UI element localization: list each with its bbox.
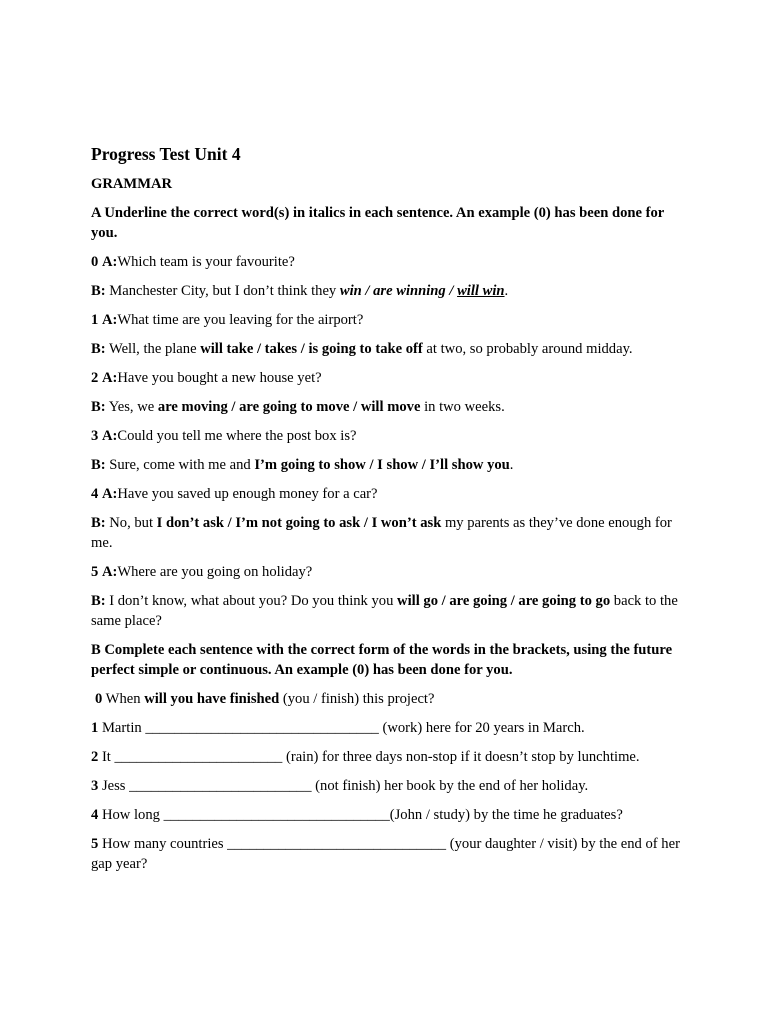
speaker-label: B:: [91, 457, 106, 473]
speaker-label: B:: [91, 341, 106, 357]
exercise-b-item: [91, 776, 683, 796]
answer-text-before: Well, the plane: [105, 341, 201, 357]
sentence-text-before: When: [102, 691, 145, 707]
answer-text-before: I don’t know, what about you? Do you think you: [105, 593, 398, 609]
item-number: 1: [91, 720, 99, 736]
answer-options: will take / takes / is going to take off: [200, 341, 423, 357]
gap-fill-sentence: How many countries ______________________________ (your daughter / visit) by the end of her gap year?: [91, 836, 680, 872]
speaker-label: B:: [91, 283, 106, 299]
speaker-label: A:: [101, 370, 118, 386]
section-heading: GRAMMAR: [91, 176, 173, 192]
example-answer: will you have finished: [144, 691, 280, 707]
exercise-a-question: [91, 484, 683, 504]
speaker-label: B:: [91, 515, 106, 531]
item-number: 3: [91, 778, 99, 794]
speaker-label: B:: [91, 399, 106, 415]
exercise-a-question: [91, 368, 683, 388]
sentence-text-after: (you / finish) this project?: [279, 691, 435, 707]
item-number: 5: [91, 836, 99, 852]
answer-text-before: No, but: [105, 515, 157, 531]
speaker-label: A:: [101, 312, 118, 328]
answer-text-after: back to the same place?: [91, 593, 678, 629]
question-text: Which team is your favourite?: [117, 254, 295, 270]
exercise-b-item: [91, 805, 683, 825]
exercise-a-question: [91, 252, 683, 272]
item-number: 4: [91, 486, 99, 502]
answer-text-before: Yes, we: [105, 399, 158, 415]
question-text: Could you tell me where the post box is?: [117, 428, 357, 444]
gap-fill-sentence: Jess _________________________ (not finish) her book by the end of her holiday.: [98, 778, 589, 794]
gap-fill-sentence: How long _______________________________(John / study) by the time he graduates?: [98, 807, 623, 823]
item-number: 0: [95, 691, 103, 707]
exercise-b-item: [91, 834, 683, 874]
exercise-b-item: [91, 718, 683, 738]
part-b-instruction: B Complete each sentence with the correct form of the words in the brackets, using the future perfect simple or continuous. An example (0) has been done for you.: [91, 642, 673, 678]
question-text: What time are you leaving for the airport?: [117, 312, 364, 328]
question-text: Have you bought a new house yet?: [117, 370, 322, 386]
item-number: 5: [91, 564, 99, 580]
exercise-a-answer: [91, 397, 683, 417]
exercise-b-example: [91, 689, 683, 709]
document-title: Progress Test Unit 4: [91, 144, 241, 164]
exercise-a-answer: [91, 455, 683, 475]
question-text: Have you saved up enough money for a car?: [117, 486, 378, 502]
exercise-a-question: [91, 562, 683, 582]
exercise-a-answer: [91, 591, 683, 631]
item-number: 3: [91, 428, 99, 444]
exercise-a-answer: [91, 281, 683, 301]
answer-text-after: my parents as they’ve done enough for me.: [91, 515, 672, 551]
answer-text-after: in two weeks.: [420, 399, 505, 415]
document-page: [91, 142, 683, 883]
exercise-a-answer: [91, 339, 683, 359]
answer-options: I don’t ask / I’m not going to ask / I won’t ask: [156, 515, 442, 531]
answer-text-after: .: [504, 283, 509, 299]
speaker-label: A:: [101, 428, 118, 444]
answer-text-after: at two, so probably around midday.: [422, 341, 633, 357]
exercise-a-question: [91, 426, 683, 446]
exercise-a-answer: [91, 513, 683, 553]
answer-text-before: Sure, come with me and: [105, 457, 255, 473]
item-number: 1: [91, 312, 99, 328]
item-number: 0: [91, 254, 99, 270]
answer-text-after: .: [509, 457, 514, 473]
answer-options: I’m going to show / I show / I’ll show you: [254, 457, 510, 473]
item-number: 4: [91, 807, 99, 823]
answer-options: will go / are going / are going to go: [397, 593, 611, 609]
question-text: Where are you going on holiday?: [117, 564, 313, 580]
speaker-label: A:: [101, 254, 118, 270]
item-number: 2: [91, 749, 99, 765]
exercise-b-item: [91, 747, 683, 767]
answer-text-before: Manchester City, but I don’t think they: [105, 283, 340, 299]
answer-options: win / are winning /: [339, 283, 458, 299]
speaker-label: B:: [91, 593, 106, 609]
speaker-label: A:: [101, 564, 118, 580]
part-a-instruction: A Underline the correct word(s) in italics in each sentence. An example (0) has been done for you.: [91, 205, 665, 241]
speaker-label: A:: [101, 486, 118, 502]
item-number: 2: [91, 370, 99, 386]
answer-options: are moving / are going to move / will move: [157, 399, 421, 415]
exercise-a-question: [91, 310, 683, 330]
underlined-correct-option: will win: [457, 283, 505, 299]
gap-fill-sentence: Martin ________________________________ (work) here for 20 years in March.: [98, 720, 585, 736]
gap-fill-sentence: It _______________________ (rain) for three days non-stop if it doesn’t stop by lunchtime.: [98, 749, 640, 765]
